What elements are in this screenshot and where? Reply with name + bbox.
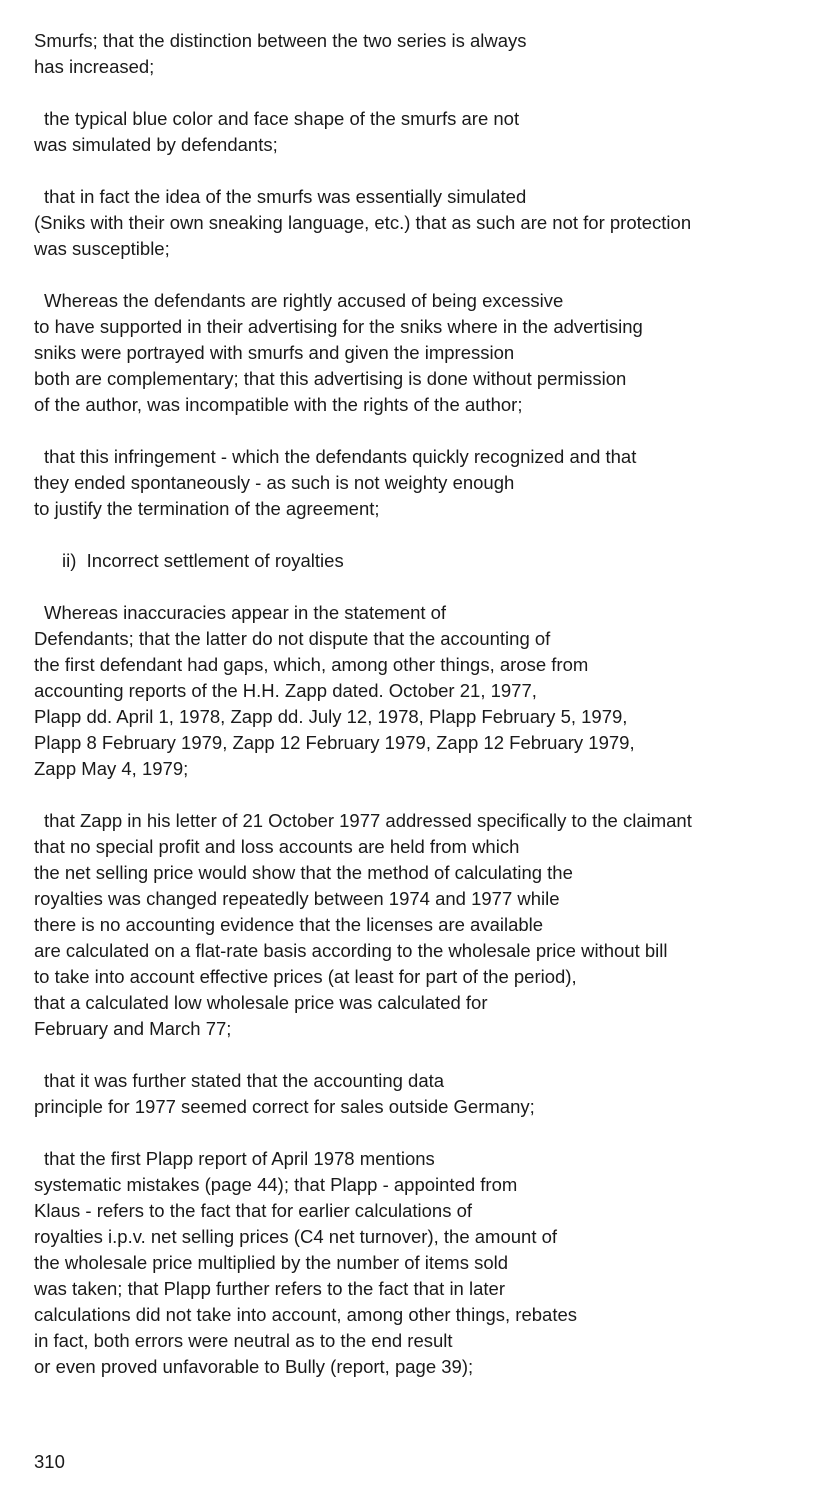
text-line: systematic mistakes (page 44); that Plapp - appointed from — [34, 1174, 518, 1195]
text-line: has increased; — [34, 56, 155, 77]
text-line: Plapp dd. April 1, 1978, Zapp dd. July 12, 1978, Plapp February 5, 1979, — [34, 706, 628, 727]
text-line: that no special profit and loss accounts are held from which — [34, 836, 520, 857]
text-line: to take into account effective prices (at least for part of the period), — [34, 966, 577, 987]
paragraph-accounting-data — [34, 1068, 814, 1120]
text-line: Whereas inaccuracies appear in the statement of — [44, 602, 447, 623]
text-line: are calculated on a flat-rate basis according to the wholesale price without bill — [34, 940, 668, 961]
text-line: Defendants; that the latter do not dispute that the accounting of — [34, 628, 551, 649]
text-line: Whereas the defendants are rightly accused of being excessive — [44, 290, 564, 311]
text-line: accounting reports of the H.H. Zapp dated. October 21, 1977, — [34, 680, 537, 701]
text-line: sniks were portrayed with smurfs and given the impression — [34, 342, 515, 363]
text-line: the net selling price would show that the method of calculating the — [34, 862, 573, 883]
text-line: the first defendant had gaps, which, among other things, arose from — [34, 654, 589, 675]
text-line: was susceptible; — [34, 238, 170, 259]
paragraph-idea-simulated — [34, 184, 814, 262]
text-line: that a calculated low wholesale price was calculated for — [34, 992, 488, 1013]
text-line: or even proved unfavorable to Bully (report, page 39); — [34, 1356, 474, 1377]
paragraph-blue-color — [34, 106, 814, 158]
paragraph-infringement — [34, 444, 814, 522]
text-line: the typical blue color and face shape of the smurfs are not — [44, 108, 520, 129]
text-line: February and March 77; — [34, 1018, 232, 1039]
paragraph-advertising — [34, 288, 814, 418]
text-line: Zapp May 4, 1979; — [34, 758, 189, 779]
text-line: both are complementary; that this advertising is done without permission — [34, 368, 627, 389]
text-line: Klaus - refers to the fact that for earlier calculations of — [34, 1200, 473, 1221]
text-line: that in fact the idea of the smurfs was essentially simulated — [44, 186, 527, 207]
text-line: principle for 1977 seemed correct for sales outside Germany; — [34, 1096, 535, 1117]
text-line: there is no accounting evidence that the licenses are available — [34, 914, 544, 935]
text-line: Smurfs; that the distinction between the two series is always — [34, 30, 527, 51]
text-line: was simulated by defendants; — [34, 134, 278, 155]
page-number: 310 — [34, 1451, 65, 1472]
text-line: royalties i.p.v. net selling prices (C4 net turnover), the amount of — [34, 1226, 558, 1247]
paragraph-zapp-letter — [34, 808, 814, 1042]
text-line: that this infringement - which the defendants quickly recognized and that — [44, 446, 637, 467]
section-heading: ii) Incorrect settlement of royalties — [62, 550, 344, 571]
paragraph-smurfs-distinction — [34, 28, 814, 80]
text-line: of the author, was incompatible with the rights of the author; — [34, 394, 523, 415]
text-line: (Sniks with their own sneaking language, etc.) that as such are not for protection — [34, 212, 692, 233]
text-line: that it was further stated that the accounting data — [44, 1070, 445, 1091]
document-body — [34, 28, 814, 1406]
text-line: Plapp 8 February 1979, Zapp 12 February 1979, Zapp 12 February 1979, — [34, 732, 635, 753]
text-line: they ended spontaneously - as such is not weighty enough — [34, 472, 515, 493]
paragraph-inaccuracies — [34, 600, 814, 782]
text-line: to justify the termination of the agreement; — [34, 498, 380, 519]
text-line: that Zapp in his letter of 21 October 1977 addressed specifically to the claimant — [44, 810, 692, 831]
paragraph-plapp-report — [34, 1146, 814, 1380]
text-line: royalties was changed repeatedly between 1974 and 1977 while — [34, 888, 560, 909]
text-line: calculations did not take into account, among other things, rebates — [34, 1304, 578, 1325]
text-line: the wholesale price multiplied by the number of items sold — [34, 1252, 509, 1273]
text-line: was taken; that Plapp further refers to the fact that in later — [34, 1278, 505, 1299]
text-line: to have supported in their advertising for the sniks where in the advertising — [34, 316, 643, 337]
text-line: in fact, both errors were neutral as to the end result — [34, 1330, 453, 1351]
text-line: that the first Plapp report of April 1978 mentions — [44, 1148, 435, 1169]
